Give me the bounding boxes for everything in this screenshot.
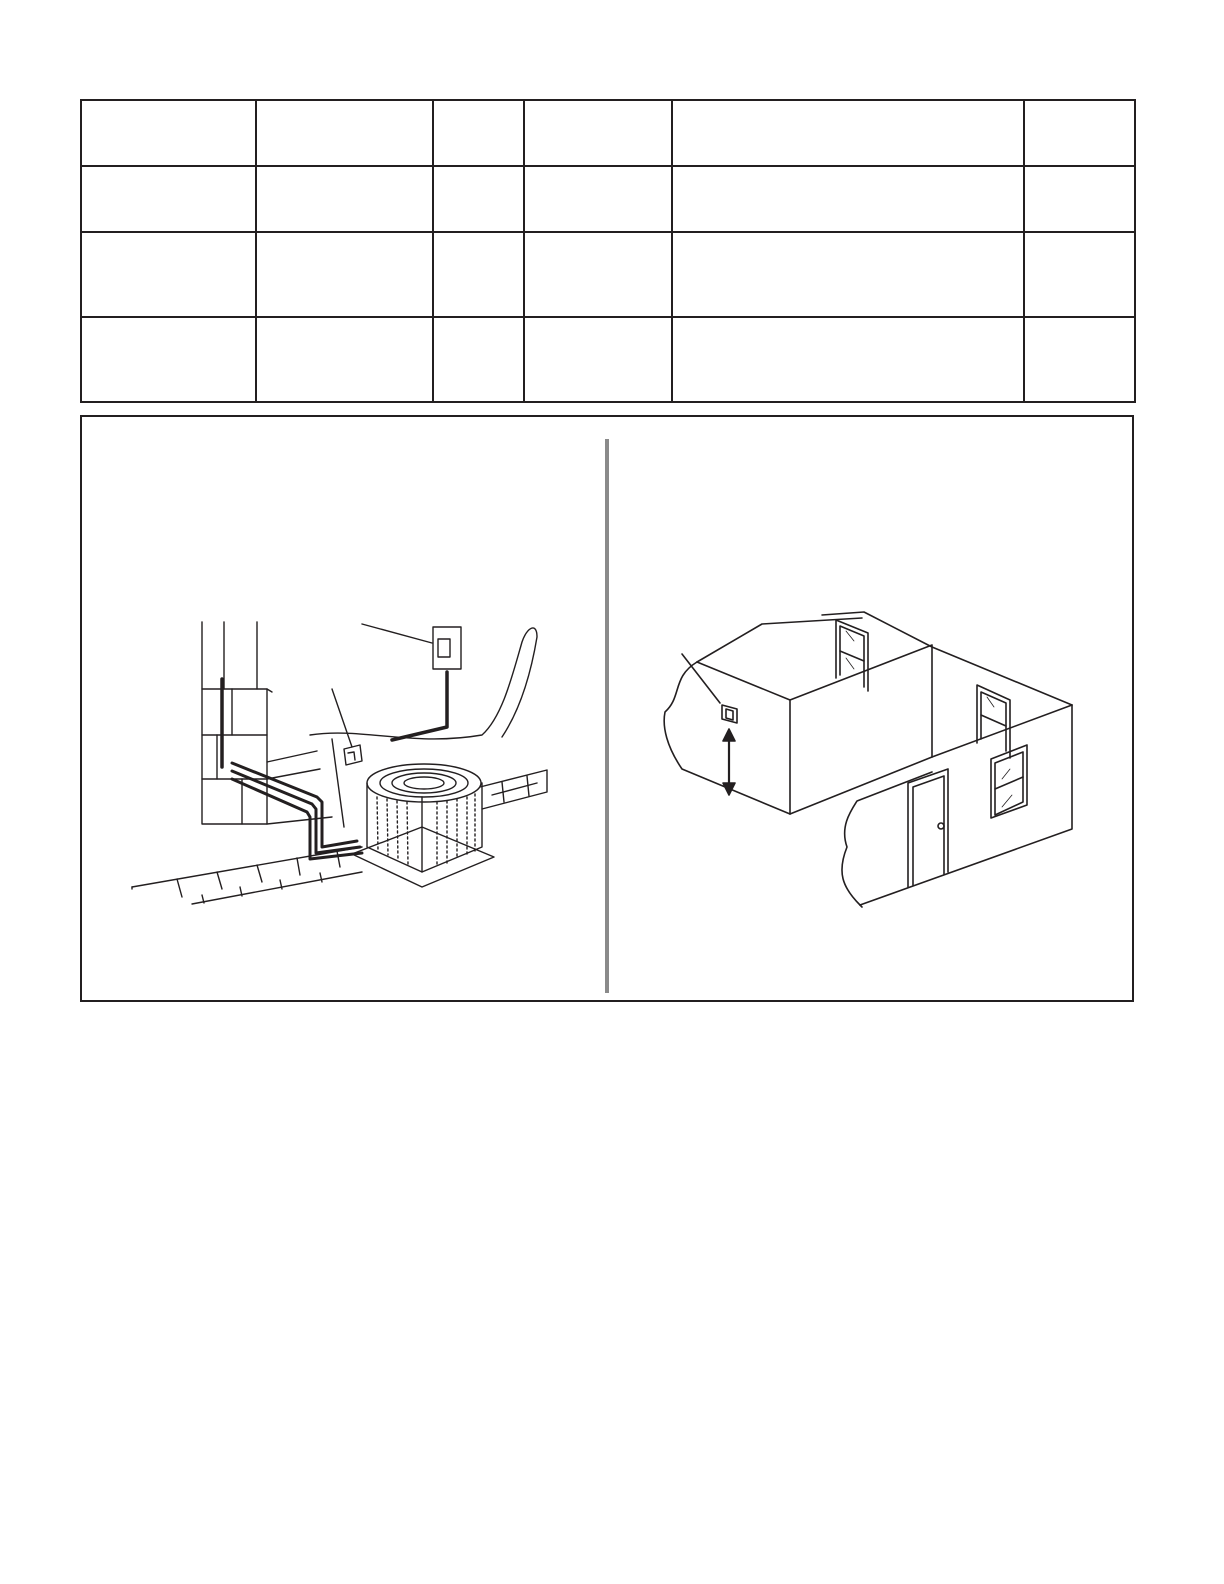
table-cell [256, 232, 433, 317]
disconnect-box-icon [433, 627, 461, 669]
table-cell [256, 100, 433, 166]
table-cell [81, 100, 256, 166]
room-thermostat-location-illustration [664, 612, 1072, 907]
thermostat-icon [722, 705, 737, 723]
table-cell [524, 100, 672, 166]
partition-wall [790, 645, 932, 814]
table-cell [256, 166, 433, 232]
table-cell [672, 166, 1024, 232]
table-cell [524, 317, 672, 402]
partition-wall [697, 662, 790, 700]
table-cell [433, 317, 524, 402]
table-cell [1024, 232, 1135, 317]
condenser-unit-icon [352, 764, 494, 887]
electrical-junction-box-icon [344, 745, 362, 765]
callout-leader-line [362, 624, 432, 643]
figure-panel [80, 415, 1134, 1002]
room-floor-line [790, 757, 932, 814]
table-cell [672, 317, 1024, 402]
height-dimension-arrow-icon [723, 729, 735, 795]
table-cell [81, 232, 256, 317]
table-cell [1024, 317, 1135, 402]
table-row [81, 317, 1135, 402]
table-cell [672, 100, 1024, 166]
table-cell [81, 317, 256, 402]
table-cell [433, 232, 524, 317]
spec-table [80, 99, 1136, 403]
window-icon [977, 685, 1010, 758]
callout-leader-line [332, 689, 352, 747]
table-row [81, 232, 1135, 317]
front-wall [860, 705, 1072, 905]
table-cell [81, 166, 256, 232]
table-cell [433, 100, 524, 166]
room-floor-line [932, 705, 1072, 757]
room-wall-outline [697, 618, 862, 662]
table-cell [256, 317, 433, 402]
table-cell [524, 232, 672, 317]
table-row [81, 166, 1135, 232]
figure-canvas [82, 417, 1132, 1000]
outdoor-condenser-installation-illustration [132, 622, 547, 904]
power-wiring [392, 672, 447, 740]
front-wall-torn-edge [842, 772, 932, 905]
table-cell [433, 166, 524, 232]
cutaway-wall-outline [332, 739, 344, 827]
door-icon [908, 769, 948, 887]
table-cell [1024, 100, 1135, 166]
callout-leader-line [682, 654, 720, 703]
table-cell [524, 166, 672, 232]
window-icon [991, 745, 1027, 818]
table-row [81, 100, 1135, 166]
table-cell [1024, 166, 1135, 232]
table-cell [672, 232, 1024, 317]
